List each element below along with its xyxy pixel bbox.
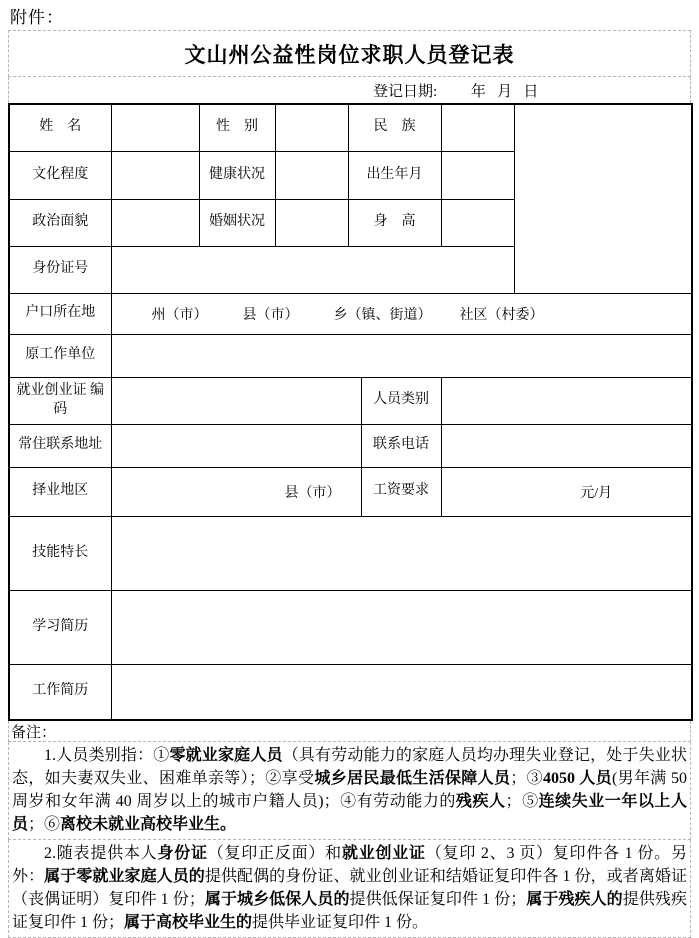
study-resume-label: 学习简历 — [9, 590, 111, 664]
education-label: 文化程度 — [9, 151, 111, 199]
employment-cert-label: 就业创业证 编码 — [9, 377, 111, 424]
skills-label: 技能特长 — [9, 516, 111, 590]
marital-status-label: 婚姻状况 — [199, 199, 275, 246]
attachment-label: 附件： — [10, 8, 64, 27]
salary-value-cell[interactable]: 元/月 — [441, 467, 692, 516]
political-status-label: 政治面貌 — [9, 199, 111, 246]
skills-value-cell[interactable] — [111, 516, 692, 590]
health-value-cell[interactable] — [275, 151, 348, 199]
table-row — [9, 377, 692, 424]
birth-date-label: 出生年月 — [348, 151, 441, 199]
political-status-value-cell[interactable] — [111, 199, 199, 246]
person-category-label: 人员类别 — [361, 377, 441, 424]
birth-date-value-cell[interactable] — [441, 151, 514, 199]
table-row — [9, 334, 692, 377]
health-label: 健康状况 — [199, 151, 275, 199]
education-value-cell[interactable] — [111, 151, 199, 199]
former-employer-label: 原工作单位 — [9, 334, 111, 377]
contact-phone-label: 联系电话 — [361, 424, 441, 467]
person-category-value-cell[interactable] — [441, 377, 692, 424]
id-number-label: 身份证号 — [9, 246, 111, 293]
employment-cert-value-cell[interactable] — [111, 377, 361, 424]
table-row — [9, 590, 692, 664]
name-value-cell[interactable] — [111, 104, 199, 151]
photo-cell[interactable] — [514, 104, 692, 293]
id-number-value-cell[interactable] — [111, 246, 514, 293]
registration-table — [8, 103, 693, 721]
note-paragraph-2: 2.随表提供本人身份证（复印正反面）和就业创业证（复印 2、3 页）复印件各 1 份。另外：属于零就业家庭人员的提供配偶的身份证、就业创业证和结婚证复印件各 1 份，或者离婚证（丧偶证明）复印件 1 份；属于城乡低保人员的提供低保证复印件 1 份；属于残疾人的提供残疾证复印件 1 份；属于高校毕业生的提供毕业证复印件 1 份。 — [8, 840, 691, 938]
contact-address-value-cell[interactable] — [111, 424, 361, 467]
ethnicity-value-cell[interactable] — [441, 104, 514, 151]
table-row — [9, 104, 692, 151]
contact-address-label: 常住联系地址 — [9, 424, 111, 467]
name-label: 姓 名 — [9, 104, 111, 151]
form-title: 文山州公益性岗位求职人员登记表 — [8, 30, 691, 77]
job-area-label: 择业地区 — [9, 467, 111, 516]
residence-value-cell[interactable]: 州（市） 县（市） 乡（镇、街道） 社区（村委） — [111, 293, 692, 334]
height-label: 身 高 — [348, 199, 441, 246]
work-resume-value-cell[interactable] — [111, 664, 692, 720]
form-document — [8, 30, 691, 938]
height-value-cell[interactable] — [441, 199, 514, 246]
table-row — [9, 467, 692, 516]
gender-label: 性 别 — [199, 104, 275, 151]
table-row — [9, 293, 692, 334]
registration-date-line: 登记日期: 年 月 日 — [8, 77, 691, 103]
contact-phone-value-cell[interactable] — [441, 424, 692, 467]
former-employer-value-cell[interactable] — [111, 334, 692, 377]
marital-status-value-cell[interactable] — [275, 199, 348, 246]
table-row — [9, 424, 692, 467]
gender-value-cell[interactable] — [275, 104, 348, 151]
table-row — [9, 516, 692, 590]
ethnicity-label: 民 族 — [348, 104, 441, 151]
remarks-label: 备注： — [8, 721, 691, 742]
salary-request-label: 工资要求 — [361, 467, 441, 516]
note-paragraph-1: 1.人员类别指：①零就业家庭人员（具有劳动能力的家庭人员均办理失业登记，处于失业状态，如夫妻双失业、困难单亲等）；②享受城乡居民最低生活保障人员；③4050 人员(男年满 50 周岁和女年满 40 周岁以上的城市户籍人员)；④有劳动能力的残疾人；⑤连续失业一年以上人员；⑥离校未就业高校毕业生。 — [8, 742, 691, 840]
residence-label: 户口所在地 — [9, 293, 111, 334]
table-row — [9, 664, 692, 720]
study-resume-value-cell[interactable] — [111, 590, 692, 664]
job-area-value-cell[interactable]: 县（市） — [111, 467, 361, 516]
work-resume-label: 工作简历 — [9, 664, 111, 720]
